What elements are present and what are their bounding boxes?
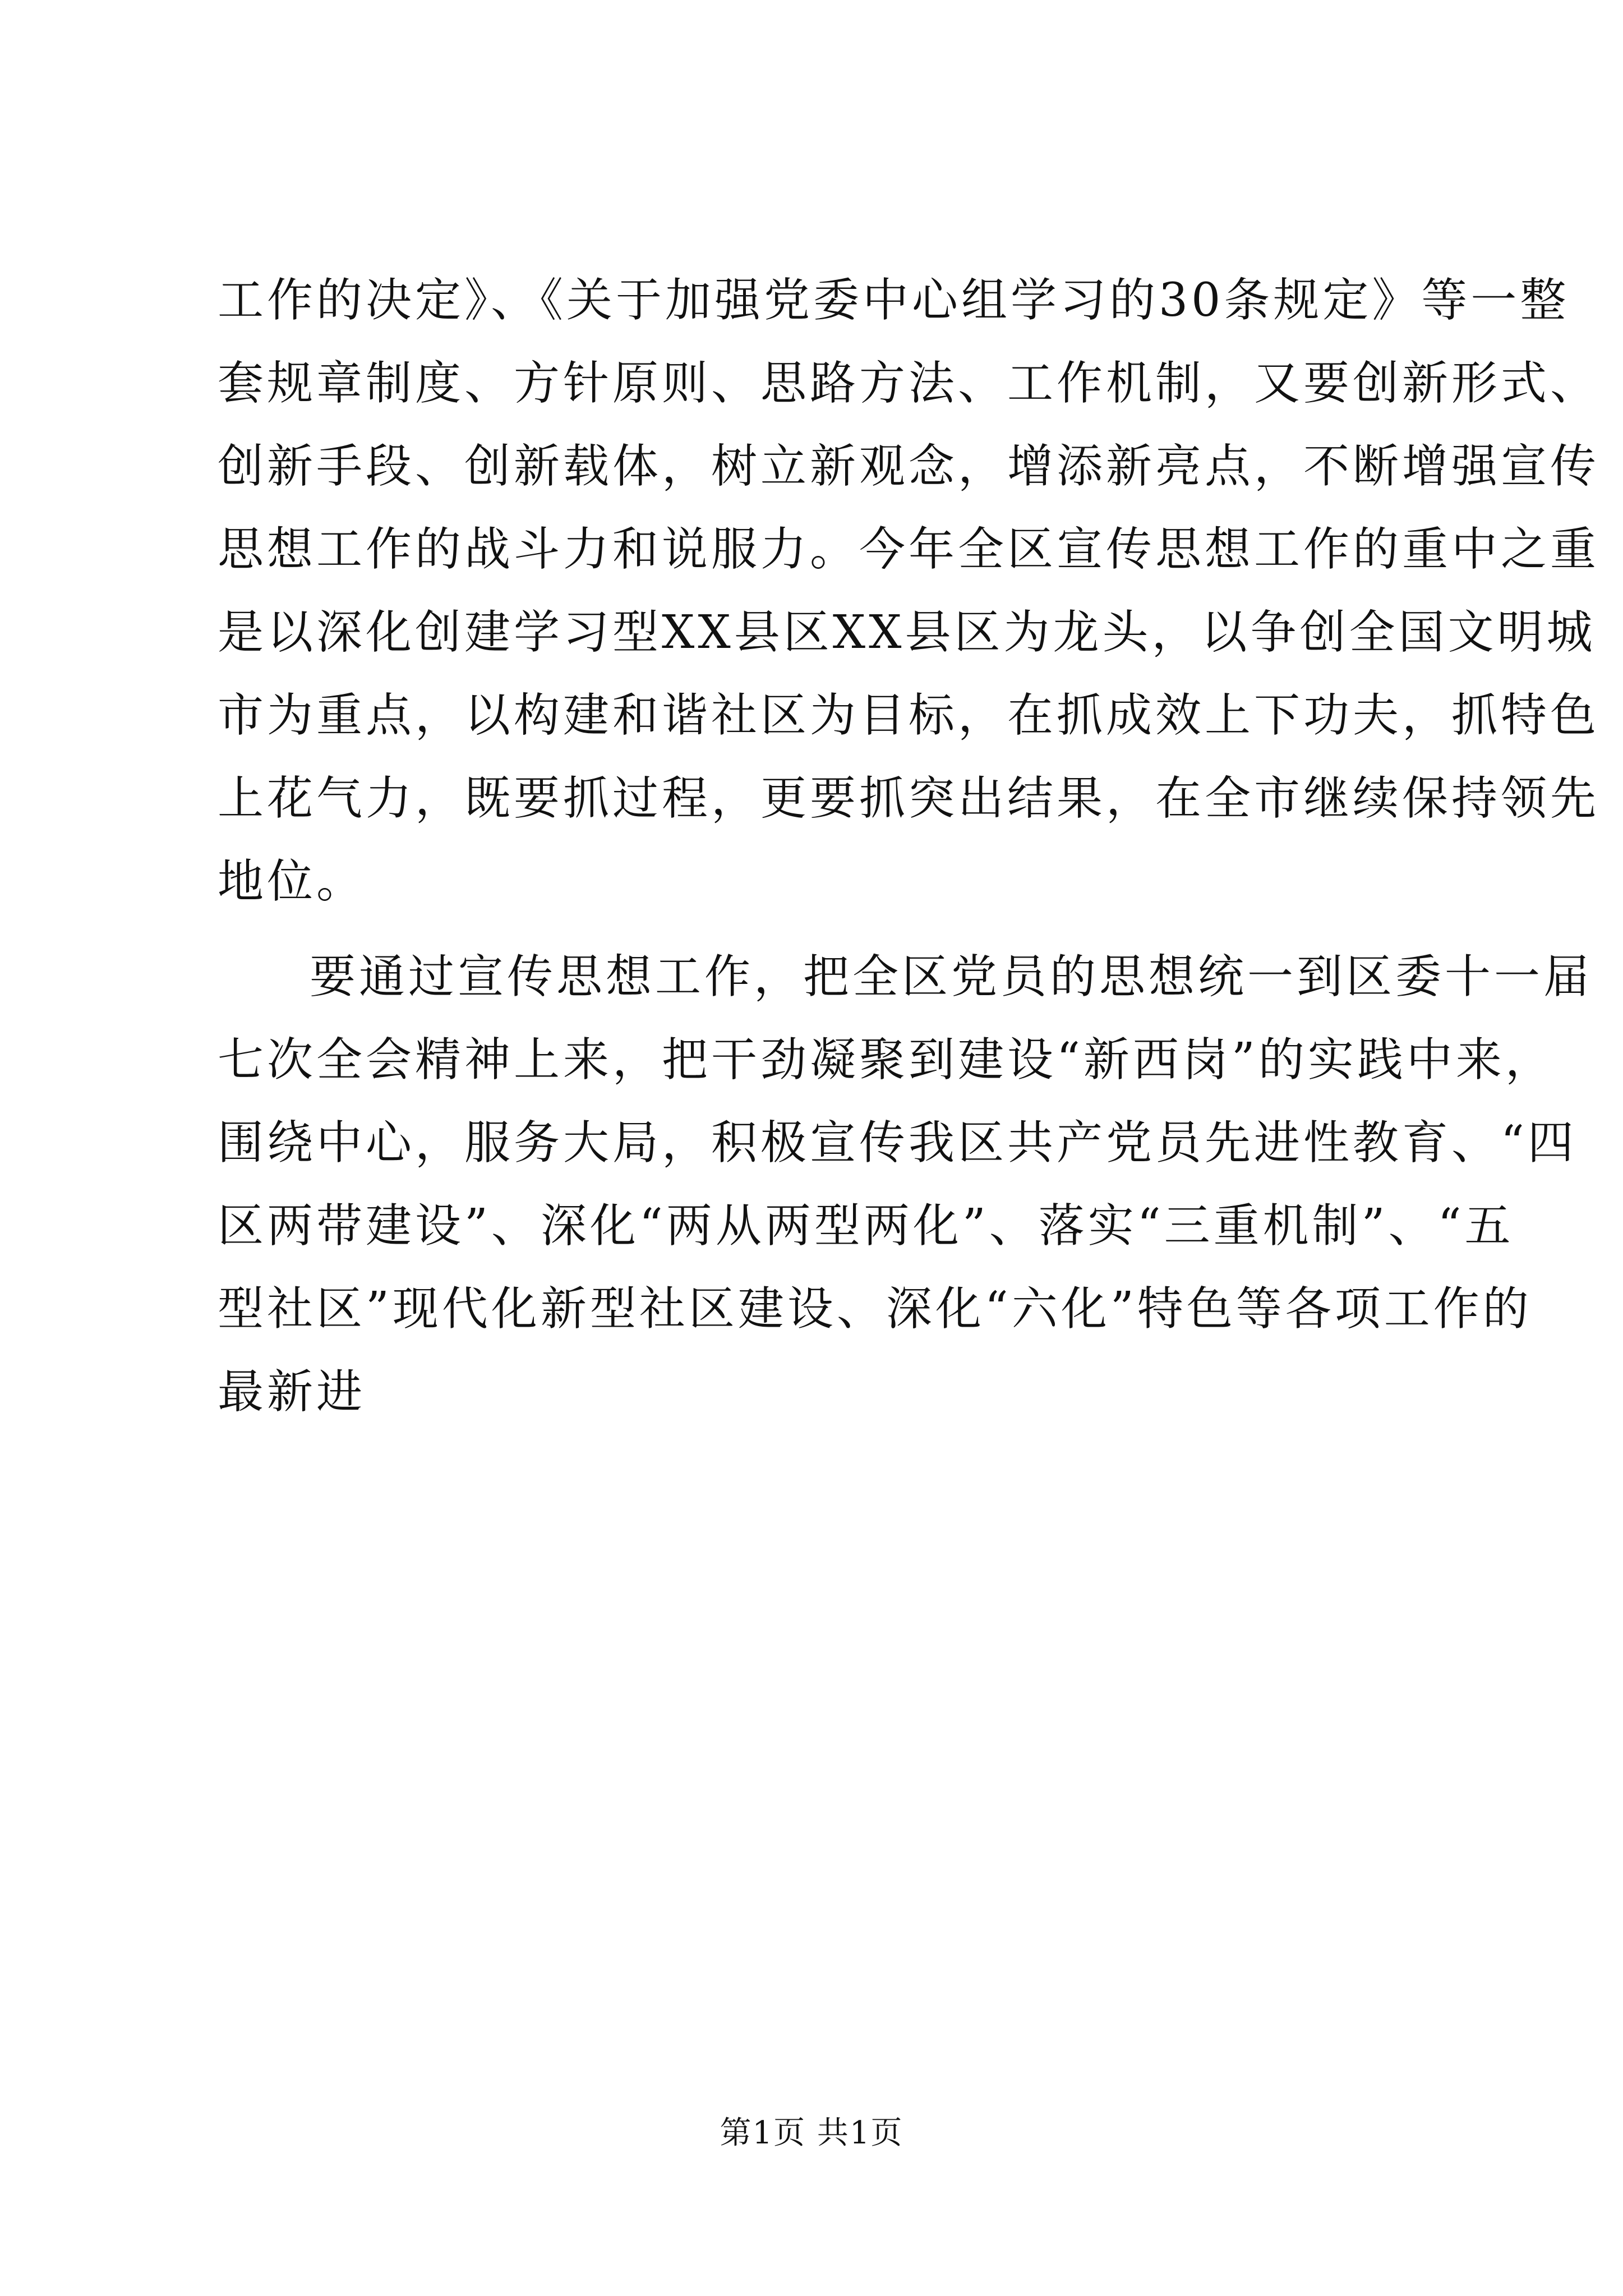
- text-line: 型社区”现代化新型社区建设、深化“六化”特色等各项工作的: [218, 1282, 1532, 1336]
- text-line: 区两带建设”、深化“两从两型两化”、落实“三重机制”、“五: [218, 1199, 1514, 1253]
- page-footer: [0, 2114, 1623, 2153]
- text-line: 工作的决定》、《关于加强党委中心组学习的30条规定》等一整: [218, 274, 1570, 327]
- text-line: 创新手段、创新载体，树立新观念，增添新亮点，不断增强宣传: [218, 440, 1600, 493]
- text-line: 地位。: [218, 855, 366, 908]
- text-line-indented: 要通过宣传思想工作，把全区党员的思想统一到区委十一届: [310, 950, 1593, 1004]
- text-line: 是以深化创建学习型XX县区XX县区为龙头，以争创全国文明城: [218, 606, 1596, 659]
- paragraph-2: [218, 936, 1593, 1434]
- text-line: 市为重点，以构建和谐社区为目标，在抓成效上下功夫，抓特色: [218, 689, 1600, 742]
- page-number-label: 第1页 共1页: [720, 2115, 903, 2151]
- text-line: 上花气力，既要抓过程，更要抓突出结果，在全市继续保持领先: [218, 772, 1600, 825]
- text-line: 思想工作的战斗力和说服力。今年全区宣传思想工作的重中之重: [218, 523, 1600, 576]
- paragraph-spacer: [218, 923, 1418, 936]
- text-line: 最新进: [218, 1365, 366, 1419]
- text-line: 套规章制度、方针原则、思路方法、工作机制，又要创新形式、: [218, 357, 1600, 410]
- text-line: 围绕中心，服务大局，积极宣传我区共产党员先进性教育、“四: [218, 1116, 1577, 1170]
- document-body: [218, 259, 1600, 1434]
- paragraph-1: [218, 259, 1600, 923]
- text-line: 七次全会精神上来，把干劲凝聚到建设“新西岗”的实践中来，: [218, 1033, 1555, 1087]
